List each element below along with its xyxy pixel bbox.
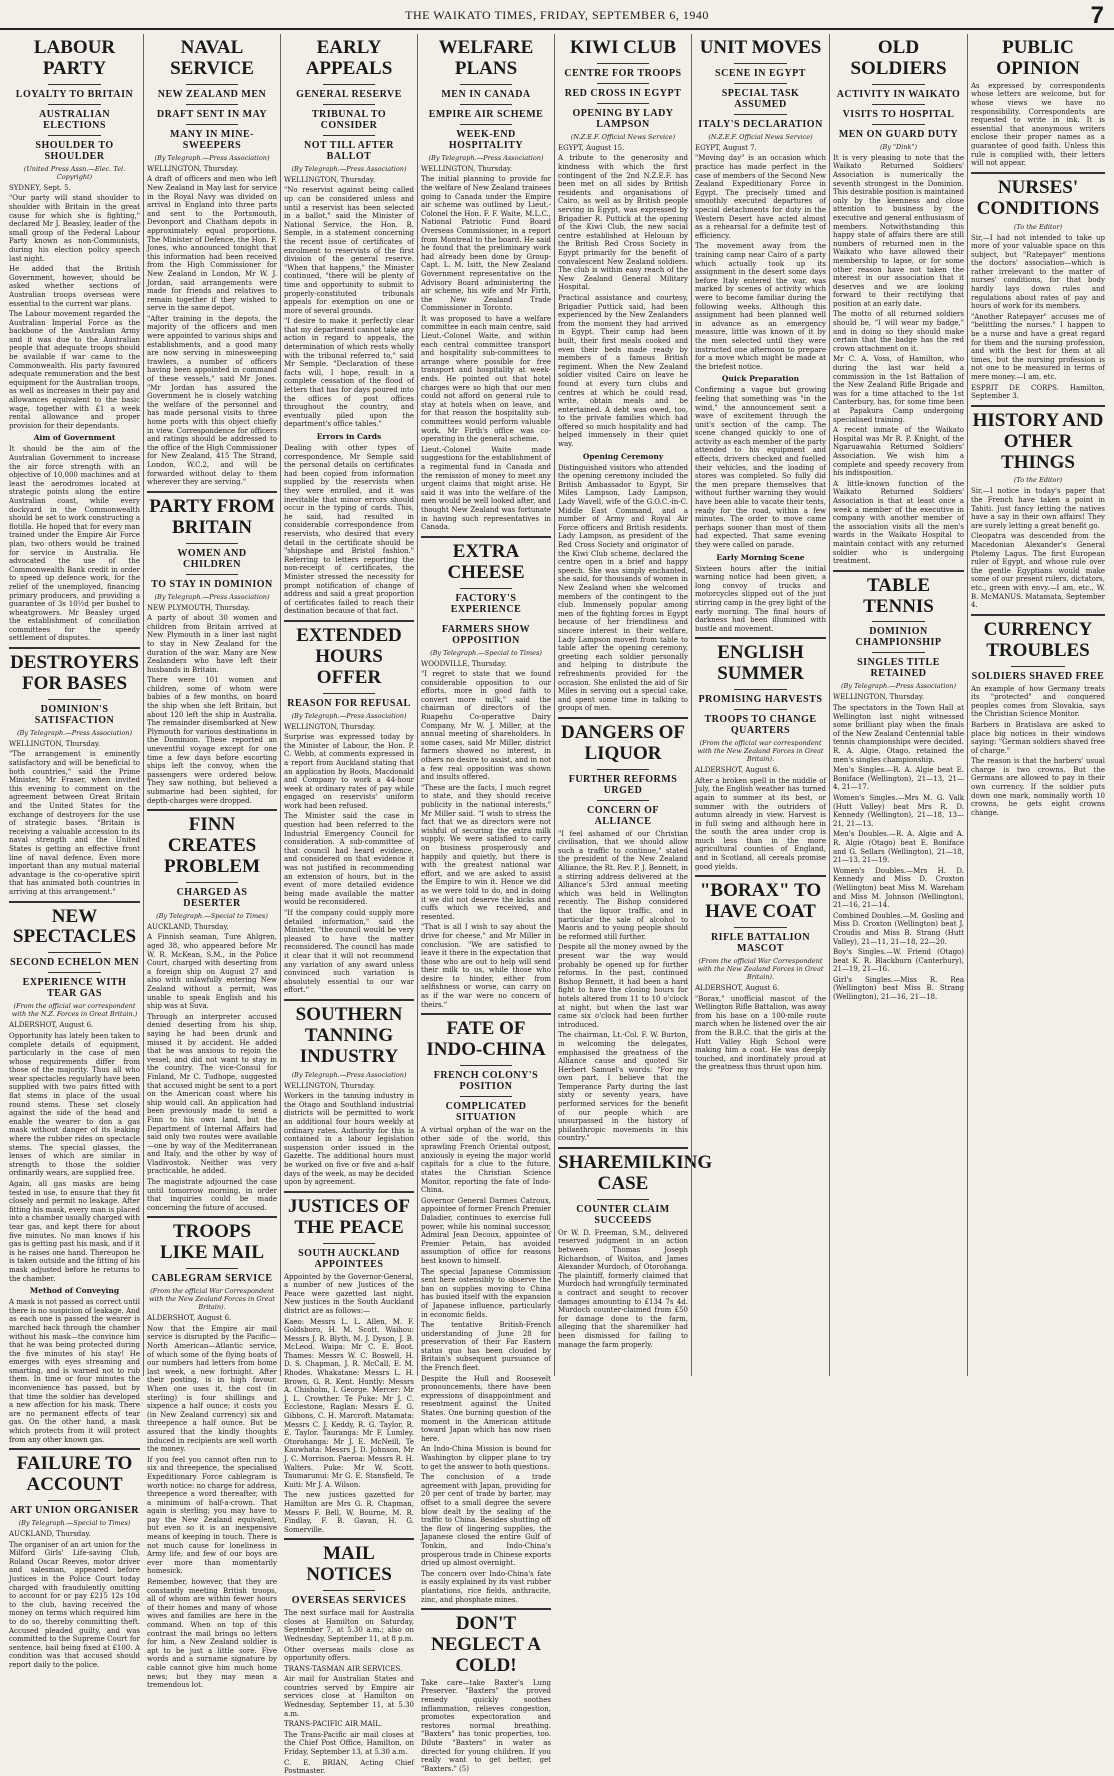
story-headline: ENGLISH SUMMER: [717, 642, 804, 685]
subhead-rule: [186, 124, 238, 125]
section-paragraph: Sixteen hours after the initial warning notice had been given, a long convoy of trucks and motorcycles slipped out of the just stirring camp in the grey light of the early morning. The final hours of darkness had been illumined with bustle and movement.: [695, 564, 826, 633]
story-headline: FAILURE TO ACCOUNT: [16, 1453, 133, 1496]
story-paragraph: ALDERSHOT, August 6.: [695, 766, 780, 775]
story-paragraph: EGYPT, August 7.: [695, 143, 757, 152]
story-divider: [558, 717, 688, 719]
section-paragraph: It should be the aim of the Australian Government to increase the air force strength with an objective of 10,000 machines and at least the aerodromes located at strategic points along the entire Australian coast, while every dockyard in the Commonwealth should be set to work constructing a flotilla. He hoped that for every man trained under the Empire Air Force plan, two others would be trained for service in Australia. He advocated the use of the Commonwealth Bank credit in order to speed up defence work, for the relief of the unemployed, financing primary producers, and providing a guarantee of 3s 10½d per bushel to wheatgrowers. Mr Beasley urged the establishment of conciliation committees for the speedy settlement of disputes.: [9, 445, 140, 643]
story-headline: DESTROYERS FOR BASES: [10, 652, 139, 694]
story-headline: NAVAL SERVICE: [170, 37, 254, 79]
story-headline: OLD SOLDIERS: [850, 37, 947, 79]
section-heading: Early Morning Scene: [716, 552, 805, 562]
story-paragraph: The chairman, Lt.-Col. F. W. Burton, in welcoming the delegates, emphasised the greatness of the Alliance cause and quoted Sir Herbert Samuel's words: "For my own part, I believe that the Temperance Party during the last sixty or seventy years, have performed services for the benefit of our people which are unsurpassed in the history of philanthropic movements in this country.": [558, 1031, 688, 1143]
story-subhead: CONCERN OF ALLIANCE: [587, 804, 659, 827]
subhead-rule: [186, 574, 238, 575]
story-paragraph: A tribute to the generosity and kindness with which the first contingent of the 2nd N.Z.E.F. has been met on all sides by British residents and organisations of Cairo, as well as by British people serving in Egypt, was expressed by Brigadier R. Puttick at the opening of the Kiwi Club, the new social centre established at Helouan by the British Red Cross Society in Egypt primarily for the benefit of convalescent New Zealand soldiers. The club is within easy reach of the New Zealand General Military Hospital.: [558, 154, 688, 292]
story-paragraph: It was proposed to have a welfare committee in each main centre, said Lieut.-Colonel Waite, and within each central committee transport and hospitality sub-committees to arrange where possible for free transport and hospitality at week-ends. He pointed out that hotel charges were so high that our men could not afford on general rule to stay at hotels when on leave, and for that reason the hospitality sub-committees would perform valuable work. Mr Firth's office was co-operating in the general scheme.: [421, 314, 551, 444]
story-paragraph: Men's Singles.—R. A. Algie beat E. Boniface (Wellington), 21—13, 21—4, 21—17.: [833, 766, 964, 792]
story-paragraph: Or W. D. Freeman, S.M., delivered reserved judgment in an action between Thomas Joseph Richardson, of Waitoa, and James Alexander Murdoch, of Otorohanga. The plaintiff, formerly claimed that Murdoch had wrongfully terminated a contract and sought to recover damages amounting to £134 7s 4d. Murdoch counter-claimed from £50 for damage done to the farm, alleging that the sharemilker had been dismissed for failing to manage the farm properly.: [558, 1228, 688, 1349]
story-paragraph: WELLINGTON, Thursday.: [284, 722, 376, 731]
story-headline: EARLY APPEALS: [305, 37, 393, 79]
story-paragraph: ALDERSHOT, August 6.: [147, 1314, 232, 1323]
story-subhead: TO STAY IN DOMINION: [151, 578, 273, 590]
section-heading: Aim of Government: [33, 433, 116, 443]
story-subhead: NOT TILL AFTER BALLOT: [304, 139, 394, 162]
story-paragraph: Men's Doubles.—R. A. Algie and A. R. Algie (Otago) beat E. Boniface and G. Sellars (Wellington), 21—18, 21—13, 21—19.: [833, 830, 964, 865]
story-paragraph: "Our party will stand shoulder to shoulder with Britain in the great cause for which she is fighting," declared Mr J. Beasley, leader of the small group of the Federal Labour Party known as non-Communists, during his election policy speech last night.: [9, 194, 140, 263]
subhead-rule: [460, 1065, 512, 1066]
subhead-rule: [460, 588, 512, 589]
section-heading: Errors in Cards: [316, 432, 382, 441]
story-paragraph: WELLINGTON, Thursday.: [284, 1081, 376, 1090]
subhead-rule: [323, 104, 375, 105]
story-divider: [695, 875, 826, 877]
story-byline: (By Telegraph.—Press Association): [291, 711, 407, 720]
story-byline: (From the official War Correspondent with the New Zealand Forces in Great Britain).: [697, 957, 824, 982]
subhead-rule: [460, 124, 512, 125]
story-paragraph: Sir,—I had not intended to take up more of your valuable space on this subject, but "Ratepayer" mentions the doctors' association—which is rather irrelevant to the matter of nurses' conditions, for that body hardly lays down rules and regulations about rates of pay and hours of work for its members.: [971, 233, 1105, 311]
story-divider: [147, 491, 277, 493]
story-paragraph: "Moving day" is an occasion which practice has made perfect in the case of members of the Second New Zealand Expeditionary Force in Egypt. The precisely timed and smoothly executed departures of special detachments for duty in the Western Desert have acted almost as a rehearsal for a definite test of efficiency.: [695, 154, 826, 240]
story-subhead: EXPERIENCE WITH TEAR GAS: [22, 977, 127, 1000]
section-paragraph: Confirming a vague but growing feeling that something was "in the wind," the announcement sent a wave of excitement through the unit's section of the camp. The scene changed quickly to one of activity as each member of the party attended to his equipment and effects, drivers checked and fuelled their vehicles, and the loading of stores was completed. So fully did the men prepare themselves that without further warning they would have been able to vacate their tents, ready for the road, within a few minutes. The order to move came perhaps sooner than most of them had expected. That same evening they were called on parade.: [695, 386, 826, 550]
story-paragraph: Women's Doubles.—Mrs H. D. Kennedy and Miss D. Croxton (Wellington) beat Miss M. Wareham and Miss M. Johnson (Wellington), 21—16, 21—14.: [833, 866, 964, 910]
story-subhead: SCENE IN EGYPT: [715, 67, 806, 79]
story-byline: (By Telegraph.—Press Association): [841, 682, 956, 691]
section-paragraph: A mask is not passed as correct until there is no suspicion of leakage. And as each one is passed the wearer is marched back through the chamber without his mask—the convince him that he was being protected during the five minutes of his stay! He emerges with eyes streaming and smarting, and is warned not to rub them. In time or four minutes the inconvenience has passed, but by that time the soldier has developed a new affection for his mask. There are no permanent effects of tear gas. On the other hand, a mask which protects from it will protect from any other known gas.: [9, 1298, 140, 1444]
subhead-rule: [872, 104, 924, 105]
story-paragraph: The reason is that the barbers' usual charge is two crowns. But the Germans are allowed to pay in their own currency. If the soldier puts down one mark, nominally worth 10 crowns, he gets eight crowns change.: [971, 757, 1105, 817]
story-headline: SHAREMILKING CASE: [558, 1152, 713, 1194]
story-paragraph: NEW PLYMOUTH, Thursday.: [147, 603, 250, 612]
subhead-rule: [48, 84, 100, 85]
story-paragraph: Again, all gas masks are being tested in use, to ensure that they fit closely and permit no leakage. After fitting his mask, every man is placed into a chamber usually charged with tear gas, and kept there for about five minutes. No man knows if his gas is getting past his mask, and if it is he raises one hand. Thereupon he is taken outside and the fitting of his mask adjusted before he returns to the chamber.: [9, 1180, 140, 1283]
subhead-rule: [597, 103, 649, 104]
story-paragraph: Barbers in Bratislava are asked to place big notices in their windows saying: "German soldiers shaved free of charge.": [971, 720, 1105, 755]
masthead: [0, 0, 1114, 30]
story-subhead: ACTIVITY IN WAIKATO: [836, 88, 961, 100]
column-2: [143, 34, 280, 1690]
subhead-rule: [186, 1268, 238, 1269]
story-byline: (By Telegraph.—Press Association): [154, 592, 270, 601]
story-paragraph: A recent inmate of the Waikato Hospital was Mr R. P. Knight, of the Ngaruawahia Returned Soldiers' Association. We wish him a complete and speedy recovery from his indisposition.: [833, 426, 964, 478]
story-subhead: EMPIRE AIR SCHEME: [428, 108, 544, 120]
subhead-rule: [872, 124, 924, 125]
story-headline: DANGERS OF LIQUOR: [560, 721, 686, 764]
story-paragraph: The special Japanese Commission sent here ostensibly to observe the ban on supplies moving to China has busied itself with the expansion of Japanese influence, particularly in economic fields.: [421, 1267, 551, 1319]
story-headline: "BORAX" TO HAVE COAT: [699, 880, 822, 923]
story-headline: SOUTHERN TANNING INDUSTRY: [295, 1003, 403, 1067]
subhead-rule: [597, 769, 649, 770]
story-paragraph: A little-known function of the Waikato Returned Soldiers' Association is that at least once a week a member of the executive in company with another member of the association visits all the men's wards in the Waikato Hospital to maintain contact with any returned soldier who is undergoing treatment.: [833, 479, 964, 566]
story-paragraph: AUCKLAND, Thursday.: [147, 922, 229, 931]
story-paragraph: A virtual orphan of the war on the other side of the world, this sprawling French Oriental outpost, anxiously is eyeing the major world capitals for a clue to the future, states the Christian Science Monitor, reporting the fate of Indo-China.: [421, 1126, 551, 1195]
story-divider: [833, 570, 964, 572]
story-paragraph: The Minister said the case in question had been referred to the Industrial Emergency Council for consideration. A sub-committee of that council had heard evidence, and considered on that evidence it was not justified in recommending an extension of hours, but in the event of more detailed evidence being made available the matter would be reconsidered.: [284, 812, 414, 907]
story-paragraph: WELLINGTON, Thursday.: [284, 175, 376, 184]
story-subhead: CENTRE FOR TROOPS: [564, 67, 682, 79]
story-paragraph: WOODVILLE, Thursday.: [421, 659, 507, 668]
story-subhead: RED CROSS IN EGYPT: [564, 87, 682, 99]
story-paragraph: Practical assistance and courtesy, Brigadier Puttick said, had been experienced by the New Zealanders from the moment they had arrived in Egypt. Their camp had been built, their first meals cooked and even their beds made ready by members of a famous British regiment. When the New Zealand soldier visited Cairo on leave he found at every turn clubs and centres at which he could read, write, obtain meals and be entertained. A debt was owed, too, to the private families which had offered so much hospitality and had helped immensely in their quiet way.: [558, 293, 688, 449]
story-paragraph: Governor General Darmes Catroux, appointee of former French Premier Daladier, continues to exercise full power, while his nominal successor, Admiral Jean Decoux, appointee of Premier Petain, has avoided assumption of office for reasons best known to himself.: [421, 1196, 551, 1265]
story-subhead: REASON FOR REFUSAL: [287, 697, 411, 709]
story-paragraph: The organiser of an art union for the Milford Girls' Life-saving Club, Roland Oscar Reeves, motor driver and salesman, appeared before Justices in the Police Court today charged with fraudulently omitting to account for or pay £215 12s 10d to the club, having received the money on terms which required him to do so, thereby committing theft. Accused pleaded guilty, and was committed to the Supreme Court for sentence, bail being fixed at £100. A condition was that accused should report daily to the police.: [9, 1540, 140, 1669]
story-subhead: AUSTRALIAN ELECTIONS: [38, 108, 111, 131]
story-byline: (To the Editor): [1013, 476, 1063, 485]
story-paragraph: If you feel you cannot often run to six and threepence, the specialised Expeditionary Force cablegram is worth notice: no charge for address, threepence a word thereafter, with a minimum of half-a-crown. That again is sterling; you may have to pay the New Zealand equivalent, but even so it is an inexpensive means of keeping in touch. There is not much cause for loneliness in Army life, and few of our boys are ever more than momentarily homesick.: [147, 1455, 277, 1576]
subhead-rule: [186, 543, 238, 544]
story-byline: (United Press Assn.—Elec. Tel. Copyright): [23, 164, 126, 181]
story-subhead: RIFLE BATTALION MASCOT: [710, 932, 811, 955]
story-paragraph: The initial planning to provide for the welfare of New Zealand trainees going to Canada under the Empire air scheme was outlined by Lieut.-Colonel the Hon. F. F. Waite, M.L.C., National Patriotic Fund Board Overseas Commissioner, in a report from Montreal to the board. He said he found that the preliminary work had already been done by Group-Capt. L. M. Isitt, the New Zealand Government representative on the Advisory Board administering the air scheme, his wife and Mr Firth, the New Zealand Trade Commissioner in Toronto.: [421, 175, 551, 313]
story-subhead: GENERAL RESERVE: [296, 88, 402, 100]
story-paragraph: "That is all I wish to say about the drive for cheese," and Mr Miller in conclusion. "We are satisfied to leave it there in the expectation that those who are out to help will send their milk to us, while those who desire to hinder, either from selfishness or worse, can carry on as if the war were no concern of theirs.": [421, 923, 551, 1009]
story-paragraph: The magistrate adjourned the case until tomorrow morning, in order that inquiries could be made concerning the future of accused.: [147, 1178, 277, 1212]
story-paragraph: WELLINGTON, Thursday.: [421, 164, 513, 173]
story-subhead: COMPLICATED SITUATION: [445, 1101, 527, 1124]
story-paragraph: A Finnish seaman, Ture Ahlgren, aged 38, who appeared before Mr W. R. McKean, S.M., in the Police Court, charged with deserting from a foreign ship on August 27 and also with unlawfully entering New Zealand without a permit, was unable to speak English and his ship was at Suva.: [147, 933, 277, 1011]
story-byline: (N.Z.E.F. Official News Service): [708, 132, 813, 141]
story-divider: [971, 405, 1105, 407]
story-subhead: SINGLES TITLE RETAINED: [857, 657, 940, 680]
subhead-rule: [734, 927, 786, 928]
subhead-rule: [323, 84, 375, 85]
story-paragraph: "These are the facts, I much regret to state, and they should receive publicity in the national interests," Mr Miller said. "I wish to stress the fact that we as directors were not wishful of securing the extra milk supply. We were satisfied to carry on business prosperously and happily and quietly, but there is with the greatest national war effort, and we are asked to assist the Empire to win it. Hence we did as we were told to do, and in doing it we did not deserve the kicks and cuffs which we received, and resented.: [421, 783, 551, 921]
story-divider: [695, 637, 826, 639]
story-subhead: DOMINION'S SATISFACTION: [34, 703, 115, 726]
story-divider: [9, 901, 140, 903]
story-paragraph: TRANS-TASMAN AIR SERVICES.: [284, 1664, 403, 1673]
subhead-rule: [460, 1096, 512, 1097]
story-paragraph: The new justices gazetted for Hamilton are Mrs G. R. Chapman, Messrs F. Bell, W. Bourne, M. R. Findlay, F. B. Gavan, H. G. Somerville.: [284, 1491, 414, 1534]
story-subhead: WEEK-END HOSPITALITY: [448, 128, 524, 151]
subhead-rule: [597, 800, 649, 801]
subhead-rule: [734, 709, 786, 710]
story-byline: (By Telegraph.—Press Association): [291, 1070, 407, 1079]
story-paragraph: ALDERSHOT, August 6.: [9, 1021, 94, 1030]
story-headline: CURRENCY TROUBLES: [983, 618, 1093, 661]
story-paragraph: Now that the Empire air mail service is disrupted by the Pacific—North American—Atlantic service, of which some of the flying boats of our numbers had letters from home last week, a new fortnight. After their posting, is in high favour. When one uses it, the cost (in sterling) is four shillings and sixpence a half ounce; it costs you (in New Zealand currency) six and threepence a half ounce. But be assured that the kindly thoughts induced in recipients are well worth the money.: [147, 1324, 277, 1454]
subhead-rule: [460, 104, 512, 105]
column-4: [417, 34, 554, 1773]
story-divider: [971, 172, 1105, 174]
story-subhead: LOYALTY TO BRITAIN: [15, 88, 134, 100]
story-paragraph: Combined Doubles.—M. Gosling and Miss D. Croxton (Wellington) beat J. Croudis and Miss B. Strang (Hutt Valley), 21—11, 21—18, 22—20.: [833, 911, 964, 946]
subhead-rule: [734, 114, 786, 115]
story-paragraph: C. E. BRIAN, Acting Chief Postmaster.: [284, 1758, 414, 1776]
story-paragraph: Despite all the money owned by the present war the way would probably be opened up for further reforms. In the past, continued Bishop Bennett, it had been a hard fight to have the closing hours for hotels altered from 11 to 10 o'clock at night, but when the last war came six o'clock had been further introduced.: [558, 943, 688, 1029]
story-divider: [147, 809, 277, 811]
subhead-rule: [597, 63, 649, 64]
subhead-rule: [597, 1199, 649, 1200]
story-subhead: FARMERS SHOW OPPOSITION: [441, 623, 531, 646]
story-subhead: PROMISING HARVESTS: [698, 694, 823, 706]
story-byline: (By Telegraph.—Press Association): [154, 153, 270, 162]
subhead-rule: [48, 104, 100, 105]
story-paragraph: WELLINGTON, Thursday.: [833, 693, 925, 702]
story-paragraph: Through an interpreter accused denied deserting from his ship, saying he had been drunk and missed it by accident. He added that he was anxious to rejoin the vessel, and did not want to stay in the country. The vice-Consul for Finland, Mr C. Tudhope, suggested that accused might be sent to a port on the American coast where his ship would call. An application had been previously made to send a Finn to his own land, but the Department of Internal Affairs had said only two routes were available—one by way of the Mediterranean and Italy, and the other by way of Vladivostok. Neither was very practicable, he added.: [147, 1012, 277, 1176]
story-paragraph: As expressed by correspondents whose letters are welcome, but for whose views we have no responsibility. Correspondents are requested to write in ink. It is essential that anonymous writers enclose their proper names as a guarantee of good faith. Unless this rule is complied with, their letters will not appear.: [971, 81, 1105, 168]
subhead-rule: [460, 619, 512, 620]
story-byline: (From the official War Correspondent with the New Zealand Forces in Great Britain).: [148, 1287, 276, 1312]
story-divider: [421, 1013, 551, 1015]
story-paragraph: The tentative British-French understanding of June 28 for preservation of their Far Eastern status quo has been clouded by Britain's subsequent pursuance of the French fleet.: [421, 1321, 551, 1373]
story-divider: [971, 614, 1105, 616]
story-subhead: MEN IN CANADA: [441, 88, 531, 100]
story-paragraph: The movement away from the training camp near Cairo of a party which actually took up its assignment in the desert some days before Italy entered the war, was marked by scenes of activity which were to become familiar during the following weeks. Although this assignment had been planned well in advance as an emergency measure, little was known of it by the men selected until they were instructed one afternoon to prepare for a move which might be made at the briefest notice.: [695, 242, 826, 371]
story-subhead: ITALY'S DECLARATION: [698, 118, 823, 130]
story-byline: (From the official war correspondent with the N.Z. Forces in Great Britain.): [11, 1002, 138, 1019]
story-paragraph: Mr C. A. Voss, of Hamilton, who during the last war held a commission in the 1st Battalion of the New Zealand Rifle Brigade and was for a time attached to the 1st Canterbury, has, for some time been at Papakura Camp undergoing specialised training.: [833, 355, 964, 424]
story-paragraph: Women's Singles.—Mrs M. G. Valk (Hutt Valley) beat Mrs R. D. Kennedy (Wellington), 21—18, 13—21, 21—13.: [833, 794, 964, 828]
story-headline: KIWI CLUB: [569, 37, 677, 58]
story-paragraph: "I feel ashamed of our Christian civilisation, that we should allow such a traffic to continue," stated the president of the New Zealand Alliance, the Rt. Rev. P. J. Bennett, in a stirring address delivered at the Alliance's 53rd annual meeting which was held in Wellington recently. The Bishop considered that the liquor traffic, and in particular the sale of alcohol to Maoris and to young people should be reformed still further.: [558, 829, 688, 941]
story-subhead: TRIBUNAL TO CONSIDER: [311, 108, 387, 131]
story-paragraph: EGYPT, August 15.: [558, 143, 625, 152]
story-paragraph: There were 101 women and children, some of whom were babies of a few months, on board the ship when she left Britain, but about 120 left the ship in Australia. The remainder disembarked at New Plymouth for various destinations in the Dominion. These reported an uneventful voyage except for one time a few days before escorting ships left the convoy, when the passengers were ordered below. They saw nothing, but believed a submarine had been sighted, for depth-charges were dropped.: [147, 676, 277, 805]
story-byline: (By Telegraph.—Press Association): [17, 728, 132, 737]
story-subhead: WOMEN AND CHILDREN: [177, 547, 247, 570]
story-paragraph: Surprise was expressed today by the Minister of Labour, the Hon. P. C. Webb, at comments expressed in a report from Auckland stating that an application by Boots, Macdonald and Company to work a 44-hour week at ordinary rates of pay while engaged on reservists' uniform work had been refused.: [284, 733, 414, 810]
story-paragraph: Lieut.-Colonel Waite made suggestions for the establishment of a regimental fund in Canada and the remission of money to meet any urgent claims that might arise. He said it was into the welfare of the men would be well looked after, and thought New Zealand was fortunate in having such representatives in Canada.: [421, 445, 551, 532]
section-paragraph: Distinguished visitors who attended the opening ceremony included the British Ambassador to Egypt, Sir Miles Lampson, Lady Lampson, Lady Wavell, wife of the G.O.C.-in-C. Middle East Command, and a number of Army and Royal Air Force officers and British residents. Lady Lampson, as president of the Red Cross Society and originator of the Kiwi Club scheme, declared the centre open in a brief and happy speech. She was simply enchanted, she said, for thousands of women in New Zealand when she welcomed members of the contingent to the club. Immensely popular among men of the fighting forces in Egypt because of her friendliness and sincere interest in their welfare, Lady Lampson moved from table to table after the opening ceremony, greeting each soldier personally and helping to distribute the refreshments provided for the occasion. She enlisted the aid of Sir Miles in serving out a special cake, and spent some time in talking to groups of men.: [558, 463, 688, 713]
story-headline: PARTY FROM BRITAIN: [149, 495, 275, 538]
story-headline: EXTRA CHEESE: [447, 540, 525, 583]
story-paragraph: Kaeo: Messrs L. L. Allen, M. F. Goldsboro, H. M. Scott. Waihou: Messrs J. R. Blyth, M. J. Dyson, J. B. McLeod. Waipa: Mr C. E. Boot. Thames: Messrs W. C. Boswell, H. D. S. Chapman, J. R. McCall, E. M. Rhodes. Whakatane: Messrs L. H. Brown, G. R. Kent. Huntly: Messrs A. Chisholm, I. George. Mercer: Mr J. L. Crowther. Te Puke: Mr J. C. Ecclestone, Raglan: Messrs E. G. Gibbons, C. H. Marcroft. Matamata: Messrs C. J. Keddy, R. G. Taylor, R. E. Taylor. Tauranga: Mr F. Lumley. Otorohanga: Mr J. E. McNeill, Te Kauwhata: Messrs J. D. Johnson, Mr J. C. Morrison. Paeroa: Messrs R. H. Walters. Puke: Mr W. Scott. Taumarunui: Mr G. E. Stansfield, Te Kuiti: Mr J. A. Wilson.: [284, 1317, 414, 1489]
story-paragraph: The next surface mail for Australia closes at Hamilton on Saturday, September 7, at 5.30 a.m.; also on Wednesday, September 11, at 8 p.m.: [284, 1609, 414, 1643]
story-headline: FINN CREATES PROBLEM: [163, 814, 261, 877]
story-paragraph: "Borax," unofficial mascot of the Wellington Rifle Battalion, was away from his base on a 100-mile route march when he listened over the air from the B.B.C. that the girls at the Hutt Valley High School were making him a coat. He was deeply touched, and inordinately proud at the greatness thus thrust upon him.: [695, 994, 826, 1072]
story-paragraph: "After training in the depots, the majority of the officers and men were appointed to various ships and establishments, and a good many are now serving in minesweeping trawlers, a number of officers having been appointed in command of these vessels," said Mr Jones. "Mr Jordan has assured the Government he is closely watching the welfare of the personnel and has made personal visits to three home ports with this object chiefly in view. Correspondence for officers and ratings should be addressed to the office of the High Commissioner for New Zealand, 415 The Strand, London, W.C.2, and will be forwarded without delay to them wherever they are serving.": [147, 314, 277, 487]
story-headline: JUSTICES OF THE PEACE: [288, 1195, 410, 1238]
story-paragraph: "The arrangement is eminently satisfactory and will be beneficial to both countries," said the Prime Minister, Mr Fraser, when invited this evening to comment on the agreement between Great Britain and the United States for the exchange of destroyers for the use of strategic bases. "Britain is receiving a valuable accession to its naval strength and the United States is getting an effective front line of naval defence. Even more important than any mutual material advantage is the co-operative spirit that has animated both countries in arriving at this arrangement.": [9, 750, 140, 896]
subhead-rule: [186, 882, 238, 883]
story-headline: NURSES' CONDITIONS: [976, 176, 1100, 219]
column-5: [554, 34, 713, 1376]
story-divider: [421, 536, 551, 538]
story-paragraph: "If the company could supply more detailed information," said the Minister, "the council would be very pleased to have the matter reconsidered. The council has made it clear that it will not recommend any variation of any award unless convinced such variation is absolutely essential to our war effort.": [284, 909, 414, 995]
story-subhead: DOMINION CHAMPIONSHIP: [855, 626, 942, 649]
subhead-rule: [872, 621, 924, 622]
section-paragraph: Dealing with other types of correspondence, Mr Semple said the personal details on certificates had been copied from information supplied by the reservists when they were enrolled, and it was inevitable that minor errors should occur in the typing of cards. This, he said, had resulted in considerable correspondence from reservists, who desired that every detail in the certificate should be "shipshape and Bristol fashion." Referring to letters reporting the non-receipt of certificates, the Minister stressed the necessity for prompt notification of change of address and said a great proportion of certificates failed to reach their destination because of that fact.: [284, 444, 414, 616]
story-paragraph: The motto of all returned soldiers should be, "I will wear my badge," and in doing so they should make certain that the badge has the red crown attachment on it.: [833, 310, 964, 353]
story-headline: HISTORY AND OTHER THINGS: [972, 409, 1104, 473]
story-paragraph: The Labour movement regarded the Australian Imperial Force as the backbone of the Australian Army and it was due to the Australian people that adequate troops should be available if war came to the Commonwealth. His party favoured adequate remuneration and the best equipment for the Australian troops, as well as increases in their pay and allowances equivalent to the basic wage, together with £1 a week rental allowance and proper provision for their dependants.: [9, 310, 140, 430]
story-byline: (By "Dink"): [880, 142, 917, 151]
story-headline: TABLE TENNIS: [863, 574, 934, 617]
story-paragraph: Sir,—I notice in today's paper that the French have taken a point in Tahiti. Just fancy letting the natives have a say in their own affairs! They are surely letting a great benefit go.: [971, 487, 1105, 530]
story-paragraph: SYDNEY, Sept. 5.: [9, 183, 71, 192]
story-paragraph: The conclusion of a trade agreement with Japan, providing for 20 per cent of trade by barter, may offset to a small degree the severe blow dealt by the sealing of the traffic to China. Besides shutting off the flow of lingering supplies, the Japanese closed the entire Gulf of Tonkin, and Indo-China's prosperous trade in Chinese exports dried up almost overnight.: [421, 1473, 551, 1568]
subhead-rule: [734, 63, 786, 64]
story-byline: (To the Editor): [1013, 222, 1063, 231]
story-subhead: NEW ZEALAND MEN: [157, 88, 267, 100]
subhead-rule: [460, 84, 512, 85]
story-paragraph: Air mail for Australian States and countries served by Empire air services close at Hamilton on Wednesday, September 11, at 5.30 a.m.: [284, 1675, 414, 1718]
story-subhead: FRENCH COLONY'S POSITION: [433, 1070, 539, 1093]
story-subhead: VISITS TO HOSPITAL: [842, 108, 955, 120]
story-subhead: SOLDIERS SHAVED FREE: [971, 670, 1105, 682]
story-subhead: MANY IN MINE-SWEEPERS: [170, 128, 254, 151]
story-subhead: SPECIAL TASK ASSUMED: [721, 87, 800, 110]
subhead-rule: [48, 1500, 100, 1501]
story-headline: UNIT MOVES: [699, 37, 822, 58]
column-6: [691, 34, 829, 1376]
story-paragraph: The Trans-Pacific air mail closes at the Chief Post Office, Hamilton, on Friday, September 13, at 5.30 a.m.: [284, 1730, 414, 1757]
story-paragraph: AUCKLAND, Thursday.: [9, 1530, 91, 1538]
story-paragraph: Appointed by the Governor-General, a number of new Justices of the Peace were gazetted last night. New justices in the South Auckland district are as follows:—: [284, 1272, 414, 1315]
story-headline: DON'T NEGLECT A COLD!: [431, 1613, 541, 1676]
story-byline: (From the official war correspondent with the New Zealand Forces in Great Britain).: [697, 739, 824, 764]
story-paragraph: The concern over Indo-China's fate is easily explained by its vast rubber plantations, rice fields, anthracite, zinc, and phosphate mines.: [421, 1569, 551, 1604]
story-byline: (By Telegraph.—Special to Times): [18, 1519, 131, 1527]
story-headline: WELFARE PLANS: [438, 37, 534, 79]
column-7: [829, 34, 967, 1376]
story-paragraph: Despite the Hull and Roosevelt pronouncements, there have been expressions of disappointment and resentment against the United States. One burning question of the moment in the American attitude toward Japan which has now risen here.: [421, 1374, 551, 1443]
story-paragraph: The spectators in the Town Hall at Wellington last night witnessed some brilliant play when the finals of the New Zealand Centennial table tennis championships were decided. R. A. Algie, Otago, retained the men's singles championship.: [833, 704, 964, 764]
story-paragraph: Boy's Singles.—W. Friend (Otago) beat K. R. Blackburn (Canterbury), 21—19, 21—16.: [833, 948, 964, 974]
section-heading: Opening Ceremony: [582, 451, 664, 461]
subhead-rule: [323, 1243, 375, 1244]
story-paragraph: Remember, however, that they are constantly meeting British troops, all of whom are within fewer hours of their homes and many of whose wives and families are here in the command. When on top of this contrast the mail brings no letters for him, a New Zealand soldier is apt to be just a little sore. Five words and a surname signature by cable cannot give him much home news; but they may mean a tremendous lot.: [147, 1578, 277, 1690]
story-byline: (By Telegraph.—Press Association): [428, 153, 544, 162]
section-heading: Method of Conveying: [29, 1286, 120, 1296]
subhead-rule: [48, 135, 100, 136]
story-subhead: DRAFT SENT IN MAY: [156, 108, 268, 120]
story-subhead: SECOND ECHELON MEN: [9, 957, 139, 969]
story-paragraph: An Indo-China Mission is bound for Washington by clipper plane to try to get the answer to both questions.: [421, 1445, 551, 1471]
story-subhead: OPENING BY LADY LAMPSON: [572, 107, 674, 130]
story-paragraph: Other overseas mails close as opportunity offers.: [284, 1645, 414, 1663]
story-paragraph: Workers in the tanning industry in the Otago and Southland industrial districts will be permitted to work an additional four hours weekly at ordinary rates. Authority for this is contained in a labour legislation suspension order issued in the Gazette. The additional hours must be worked on five or five and a-half days of the week, as may be decided upon by agreement.: [284, 1092, 414, 1187]
subhead-rule: [186, 84, 238, 85]
story-paragraph: An example of how Germany treats its "protected" and conquered peoples comes from Slovakia, says the Christian Science Monitor.: [971, 684, 1105, 719]
story-divider: [284, 1191, 414, 1193]
story-paragraph: "No reservist against being called up can be considered unless and until a reservist has been selected in a ballot," said the Minister of National Service, the Hon. R. Semple, in a statement concerning the recent issue of certificates of enrolment to reservists of the first division of the general reserve. "When that happens," the Minister continued, "there will be plenty of time and opportunity to submit to properly-constituted tribunals appeals for exemption on one or more of several grounds.: [284, 186, 414, 315]
story-subhead: TROOPS TO CHANGE QUARTERS: [704, 714, 817, 737]
subhead-rule: [597, 83, 649, 84]
story-subhead: SOUTH AUCKLAND APPOINTEES: [298, 1247, 400, 1270]
story-headline: NEW SPECTACLES: [12, 905, 137, 948]
story-paragraph: WELLINGTON, Thursday.: [147, 164, 239, 173]
story-headline: MAIL NOTICES: [306, 1543, 392, 1586]
story-headline: TROOPS LIKE MAIL: [160, 1221, 264, 1264]
story-paragraph: He added that the British Government, however, should be asked whether sections of Australian troops overseas were essential to the current war plans.: [9, 265, 140, 308]
story-divider: [284, 1538, 414, 1540]
subhead-rule: [48, 952, 100, 953]
story-subhead: CHARGED AS DESERTER: [176, 886, 248, 909]
story-subhead: CABLEGRAM SERVICE: [151, 1273, 273, 1285]
story-byline: (N.Z.E.F. Official News Service): [570, 132, 676, 141]
story-subhead: OVERSEAS SERVICES: [291, 1595, 407, 1607]
story-paragraph: ESPRIT DE CORPS. Hamilton, September 3.: [971, 383, 1105, 401]
columns-container: [6, 34, 1108, 1776]
column-1: [6, 34, 143, 1669]
story-paragraph: Girl's Singles.—Miss R. Rea (Wellington) beat Miss B. Strang (Wellington), 21—16, 21—18.: [833, 975, 964, 1002]
column-8: [967, 34, 1108, 1376]
story-paragraph: "I desire to make it perfectly clear that my department cannot take any action in regard to appeals, the determination of which rests wholly with the tribunal referred to," said Mr Semple. "Declaration of these facts will, I hope, result in a complete cessation of the flood of letters that has for days poured into the offices of post offices throughout the country, and eventually piled upon the department's office tables.": [284, 317, 414, 429]
story-divider: [421, 1608, 551, 1610]
story-subhead: MEN ON GUARD DUTY: [838, 128, 959, 140]
story-paragraph: It is very pleasing to note that the Waikato Returned Soldiers' Association is numerically the seventh strongest in the Dominion. This desirable position is maintained only by the keenness and close attention to business by the executive and general enthusiasm of members. Notwithstanding this happy state of affairs there are still numbers of returned men in the Waikato who have allowed their membership to lapse, or for some other reason have not taken the interest in our association that it deserves and we are looking forward to their rectifying that position at an early date.: [833, 153, 964, 308]
story-paragraph: "I regret to state that we found considerable opposition to our efforts, more in good faith to convert more milk," said the chairman of directors of the Ruapehu Co-operative Dairy Company, Mr W. J. Miller, at the annual meeting of shareholders. In some cases, said Mr Miller, district farmers showed no interest, in others no desire to assist, and in not a few real opposition was shown and insults offered.: [421, 670, 551, 782]
story-paragraph: Take care—take Baxter's Lung Preserver. "Baxters" the proved remedy quickly soothes inflammation, relieves congestion, promotes expectoration and restores normal breathing. "Baxters" has tonic properties, too. Dilute "Baxters" in water as directed for young children. If you really want to get better, get "Baxters." (5): [421, 1678, 551, 1773]
subhead-rule: [1011, 666, 1065, 667]
story-headline: FATE OF INDO-CHINA: [426, 1018, 546, 1061]
story-subhead: FACTORY'S EXPERIENCE: [450, 592, 522, 615]
story-headline: LABOUR PARTY: [33, 37, 116, 79]
story-divider: [147, 1216, 277, 1218]
masthead-title: THE WAIKATO TIMES, FRIDAY, SEPTEMBER 6, 1940: [405, 8, 709, 22]
story-headline: EXTENDED HOURS OFFER: [296, 624, 402, 688]
subhead-rule: [872, 84, 924, 85]
subhead-rule: [323, 1590, 375, 1591]
story-subhead: ART UNION ORGANISER: [10, 1505, 139, 1516]
story-paragraph: TRANS-PACIFIC AIR MAIL.: [284, 1720, 383, 1729]
section-heading: Quick Preparation: [721, 374, 800, 384]
subhead-rule: [186, 104, 238, 105]
story-paragraph: WELLINGTON, Thursday.: [9, 739, 101, 748]
story-byline: (By Telegraph.—Special to Times): [156, 911, 268, 920]
story-paragraph: A draft of officers and men who left New Zealand in May last for service in the Royal Navy was divided on arrival in England into three parts and sent to the Portsmouth, Devonport and Chatham depots in approximately equal proportions. The Minister of Defence, the Hon. F. Jones, who announced tonight that this information had been received from the High Commissioner for New Zealand in London, Mr W. J. Jordan, said arrangements were made for friends and relatives to remain together if they wished to serve in the same depot.: [147, 175, 277, 313]
story-subhead: COUNTER CLAIM SUCCEEDS: [576, 1203, 670, 1226]
story-paragraph: ALDERSHOT, August 6.: [695, 984, 780, 993]
story-paragraph: Cleopatra was descended from the Macedonian Alexander's General Ptolemy Lagus. The first European ruler of Egypt, and whose rule over the gentle Egyptians would make some of our present rulers, dictators, etc., green with envy.—I am, etc., W. B. McMANUS. Matamata, September 4.: [971, 532, 1105, 610]
story-subhead: FURTHER REFORMS URGED: [568, 773, 678, 796]
story-paragraph: After a broken spell in the middle of July, the English weather has turned again to summer at its best, or summer with the outriders of autumn already in view. Harvest is in full swing and although here in the south the area under crop is much less than in the more agricultural counties of England, and in Scotland, all cereals promise good yields.: [695, 776, 826, 871]
story-divider: [9, 647, 140, 649]
story-byline: (By Telegraph.—Press Association): [291, 164, 407, 173]
story-byline: (By Telegraph.—Special to Times): [430, 648, 542, 657]
subhead-rule: [48, 699, 100, 700]
subhead-rule: [734, 83, 786, 84]
page-number: 7: [1090, 2, 1104, 29]
subhead-rule: [734, 689, 786, 690]
story-divider: [9, 1448, 140, 1450]
story-headline: PUBLIC OPINION: [996, 37, 1080, 79]
subhead-rule: [48, 972, 100, 973]
subhead-rule: [872, 652, 924, 653]
story-paragraph: "Another Ratepayer" accuses me of "belittling the nurses." I happen to be a nurse and have a great regard for them and the nursing profession, and with the best for them at all times, but the nursing profession is not one to be measured in terms of mere money.—I am, etc.: [971, 312, 1105, 381]
story-subhead: SHOULDER TO SHOULDER: [35, 139, 114, 162]
story-paragraph: Opportunity has lately been taken to complete details of equipment, particularly in the case of men whose requirements differ from those of the majority. Thus all who wear spectacles regularly have been supplied with two pairs fitted with flat stems in place of the usual round stems. These set closely against the side of the head and enable the wearer to don a gas mask without danger of its leaking where the rubber rides on spectacle stems. The special glasses, the lenses of which are similar in strength to those the soldier ordinarily wears, are supplied free.: [9, 1031, 140, 1178]
subhead-rule: [323, 135, 375, 136]
story-divider: [558, 1147, 688, 1149]
story-paragraph: A party of about 30 women and children from Britain arrived at New Plymouth in a liner last night to stay in New Zealand for the duration of the war. Many are New Zealanders who have left their husbands in Britain.: [147, 614, 277, 674]
story-divider: [284, 999, 414, 1001]
column-3: [280, 34, 417, 1776]
subhead-rule: [323, 693, 375, 694]
story-divider: [284, 620, 414, 622]
